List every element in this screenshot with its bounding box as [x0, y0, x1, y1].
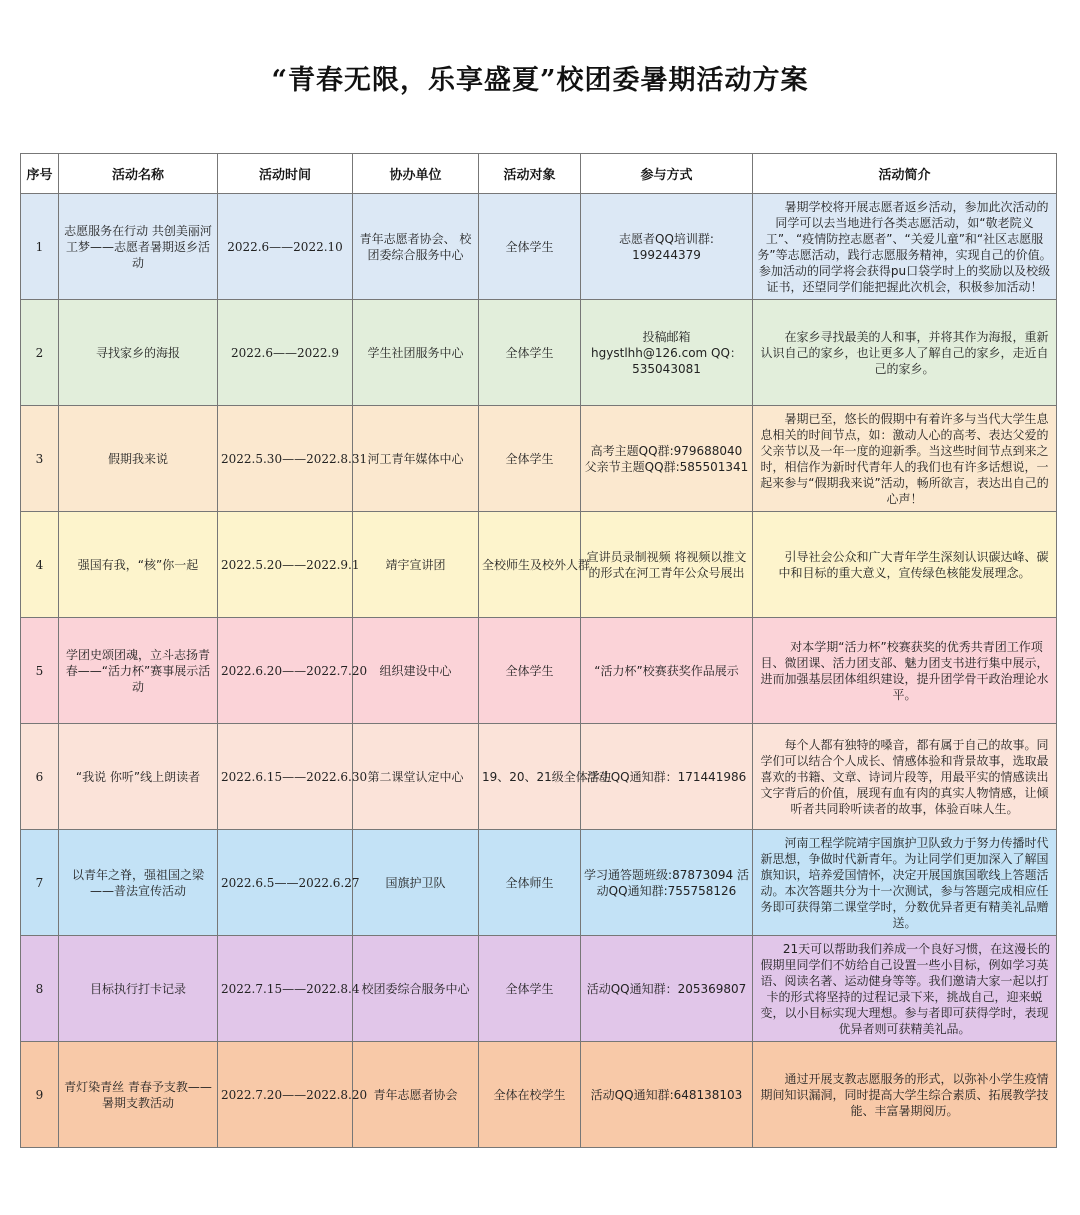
participation-method: 活动QQ通知群：171441986 [581, 724, 753, 830]
header-intro: 活动简介 [753, 154, 1057, 194]
activity-name: 青灯染青丝 青春予支教——暑期支教活动 [59, 1042, 218, 1148]
activity-intro [753, 194, 1057, 300]
row-number: 7 [21, 830, 59, 936]
target-audience: 全体学生 [479, 300, 581, 406]
participation-method: 学习通答题班级:87873094 活动QQ通知群:755758126 [581, 830, 753, 936]
co-organizer: 青年志愿者协会 [353, 1042, 479, 1148]
table-row [21, 194, 1057, 300]
row-number: 2 [21, 300, 59, 406]
target-audience: 全体学生 [479, 618, 581, 724]
row-number: 4 [21, 512, 59, 618]
row-number: 1 [21, 194, 59, 300]
target-audience: 全体学生 [479, 936, 581, 1042]
activity-time: 2022.6.5——2022.6.27 [218, 830, 353, 936]
activity-name: 学团史颂团魂，立斗志扬青春——“活力杯”赛事展示活动 [59, 618, 218, 724]
header-name: 活动名称 [59, 154, 218, 194]
page-title: “青春无限，乐享盛夏”校团委暑期活动方案 [271, 65, 809, 96]
activity-intro [753, 1042, 1057, 1148]
activity-time: 2022.6——2022.10 [218, 194, 353, 300]
activity-intro-text: 在家乡寻找最美的人和事，并将其作为海报，重新认识自己的家乡，也让更多人了解自己的家乡，走近自己的家乡。 [760, 329, 1049, 376]
activity-intro [753, 300, 1057, 406]
activity-time: 2022.6.15——2022.6.30 [218, 724, 353, 830]
activity-time: 2022.7.20——2022.8.20 [218, 1042, 353, 1148]
table-row [21, 1042, 1057, 1148]
participation-method: 活动QQ通知群:648138103 [581, 1042, 753, 1148]
activity-intro [753, 512, 1057, 618]
co-organizer: 组织建设中心 [353, 618, 479, 724]
co-organizer: 河工青年媒体中心 [353, 406, 479, 512]
row-number: 6 [21, 724, 59, 830]
activity-intro [753, 618, 1057, 724]
activity-name: 寻找家乡的海报 [59, 300, 218, 406]
activity-intro-text: 暑期已至，悠长的假期中有着许多与当代大学生息息相关的时间节点，如：激动人心的高考、表达父爱的父亲节以及一年一度的迎新季。当这些时间节点到来之时，相信作为新时代青年人的我们也有许多话想说，一起来参与“假期我来说”活动，畅所欲言，表达出自己的心声！ [760, 411, 1049, 506]
participation-method: 高考主题QQ群:979688040 父亲节主题QQ群:585501341 [581, 406, 753, 512]
activity-intro-text: 河南工程学院靖宇国旗护卫队致力于努力传播时代新思想，争做时代新青年。为让同学们更加深入了解国旗知识，培养爱国情怀，决定开展国旗国歌线上答题活动。本次答题共分为十一次测试，参与答题完成相应任务即可获得第二课堂学时，分数优异者更有精美礼品赠送。 [760, 835, 1049, 930]
activity-intro-text: 引导社会公众和广大青年学生深刻认识碳达峰、碳中和目标的重大意义，宣传绿色核能发展理念。 [778, 549, 1049, 580]
activity-intro-text: 每个人都有独特的嗓音，都有属于自己的故事。同学们可以结合个人成长、情感体验和背景故事，选取最喜欢的书籍、文章、诗词片段等，用最平实的情感读出文字背后的价值，展现有血有肉的真实人物情感，让倾听者共同聆听读者的故事，体验百味人生。 [760, 737, 1049, 816]
participation-method: “活力杯”校赛获奖作品展示 [581, 618, 753, 724]
activity-intro-text: 对本学期“活力杯”校赛获奖的优秀共青团工作项目、微团课、活力团支部、魅力团支书进行集中展示，进而加强基层团体组织建设，提升团学骨干政治理论水平。 [760, 639, 1049, 702]
row-number: 8 [21, 936, 59, 1042]
co-organizer: 靖宇宣讲团 [353, 512, 479, 618]
target-audience: 全体学生 [479, 194, 581, 300]
co-organizer: 校团委综合服务中心 [353, 936, 479, 1042]
activity-name: 志愿服务在行动 共创美丽河工梦——志愿者暑期返乡活动 [59, 194, 218, 300]
table-row [21, 406, 1057, 512]
row-number: 5 [21, 618, 59, 724]
header-no: 序号 [21, 154, 59, 194]
table-row [21, 936, 1057, 1042]
participation-method: 活动QQ通知群：205369807 [581, 936, 753, 1042]
activity-name: “我说 你听”线上朗读者 [59, 724, 218, 830]
activity-intro [753, 830, 1057, 936]
activity-intro [753, 724, 1057, 830]
activity-intro-text: 21天可以帮助我们养成一个良好习惯，在这漫长的假期里同学们不妨给自己设置一些小目标，例如学习英语、阅读名著、运动健身等等。我们邀请大家一起以打卡的形式将坚持的过程记录下来，挑战自己，迎来蜕变，以小目标实现大理想。参与者即可获得学时，表现优异者则可获精美礼品。 [760, 941, 1051, 1036]
header-org: 协办单位 [353, 154, 479, 194]
target-audience: 全校师生及校外人群 [479, 512, 581, 618]
activity-time: 2022.5.30——2022.8.31 [218, 406, 353, 512]
activity-plan-table [20, 153, 1057, 1148]
table-row [21, 300, 1057, 406]
header-time: 活动时间 [218, 154, 353, 194]
activity-time: 2022.5.20——2022.9.1 [218, 512, 353, 618]
activity-name: 强国有我，“核”你一起 [59, 512, 218, 618]
activity-intro [753, 936, 1057, 1042]
row-number: 3 [21, 406, 59, 512]
activity-name: 假期我来说 [59, 406, 218, 512]
co-organizer: 青年志愿者协会、 校团委综合服务中心 [353, 194, 479, 300]
target-audience: 全体学生 [479, 406, 581, 512]
table-row [21, 618, 1057, 724]
participation-method: 宣讲员录制视频 将视频以推文的形式在河工青年公众号展出 [581, 512, 753, 618]
target-audience: 全体师生 [479, 830, 581, 936]
activity-intro-text: 通过开展支教志愿服务的形式，以弥补小学生疫情期间知识漏洞，同时提高大学生综合素质、拓展教学技能、丰富暑期阅历。 [760, 1071, 1049, 1118]
target-audience: 19、20、21级全体学生 [479, 724, 581, 830]
table-header-row [21, 154, 1057, 194]
row-number: 9 [21, 1042, 59, 1148]
activity-time: 2022.6——2022.9 [218, 300, 353, 406]
activity-intro-text: 暑期学校将开展志愿者返乡活动，参加此次活动的同学可以去当地进行各类志愿活动，如“敬老院义工”、“疫情防控志愿者”、“关爱儿童”和“社区志愿服务”等志愿活动，践行志愿服务精神，实现自己的价值。参加活动的同学将会获得pu口袋学时上的奖励以及校级证书，还望同学们能把握此次机会，积极参加活动！ [757, 199, 1052, 294]
activity-name: 目标执行打卡记录 [59, 936, 218, 1042]
table-row [21, 724, 1057, 830]
co-organizer: 学生社团服务中心 [353, 300, 479, 406]
table-row [21, 512, 1057, 618]
participation-method: 志愿者QQ培训群: 199244379 [581, 194, 753, 300]
table-row [21, 830, 1057, 936]
activity-name: 以青年之脊，强祖国之梁——普法宣传活动 [59, 830, 218, 936]
co-organizer: 国旗护卫队 [353, 830, 479, 936]
activity-time: 2022.6.20——2022.7.20 [218, 618, 353, 724]
activity-intro [753, 406, 1057, 512]
header-target: 活动对象 [479, 154, 581, 194]
co-organizer: 第二课堂认定中心 [353, 724, 479, 830]
header-method: 参与方式 [581, 154, 753, 194]
target-audience: 全体在校学生 [479, 1042, 581, 1148]
participation-method: 投稿邮箱 hgystlhh@126.com QQ：535043081 [581, 300, 753, 406]
activity-time: 2022.7.15——2022.8.4 [218, 936, 353, 1042]
